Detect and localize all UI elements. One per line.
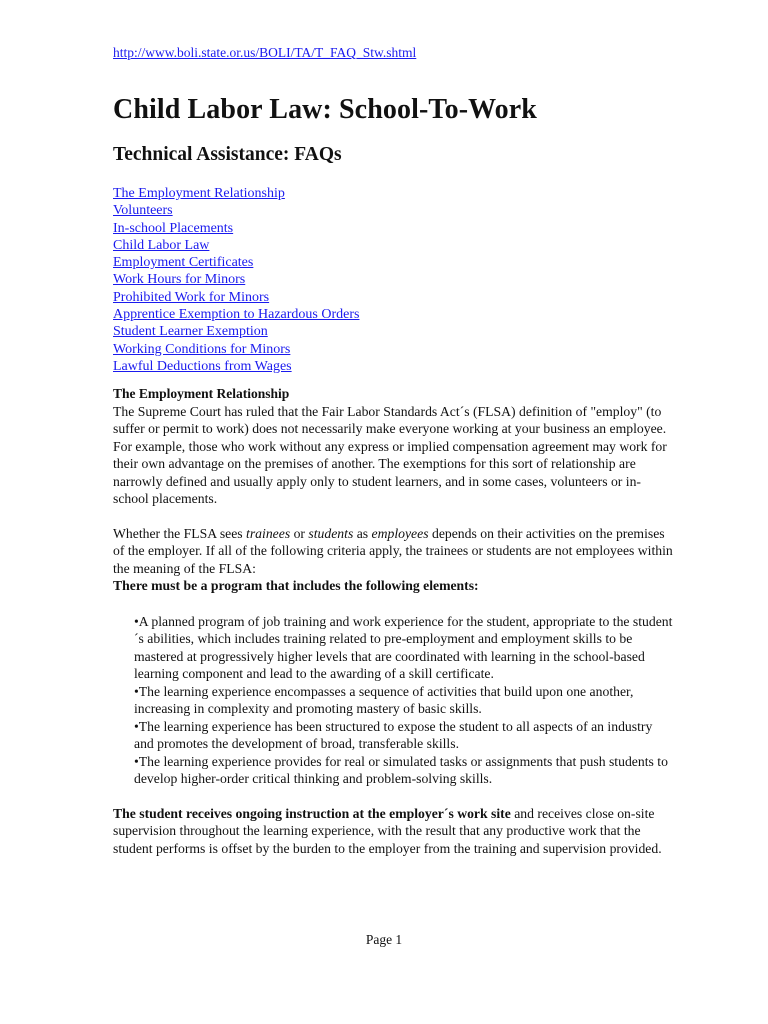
list-item-text: A planned program of job training and work experience for the student, appropriate to the student´s abilities, which includes training related to pre-employment and employment skills to be mastered at progressively higher levels that are coordinated with learning in the school-based learning component and lead to the awarding of a skill certificate. [134,613,673,682]
toc-item [113,306,673,323]
paragraph-flsa-criteria [113,525,673,578]
toc-item [113,254,673,271]
list-item [134,753,673,788]
toc-item [113,341,673,358]
section-heading: The Employment Relationship [113,386,290,402]
bullet-icon: • [134,613,139,629]
list-item-text: The learning experience provides for real or simulated tasks or assignments that push students to develop higher-order critical thinking and problem-solving skills. [134,753,668,787]
paragraph-employment-definition: The Supreme Court has ruled that the Fair Labor Standards Act´s (FLSA) definition of "employ" (to suffer or permit to work) does not necessarily make everyone working at your business an employee. For example, those who work without any express or implied compensation agreement may work for their own advantage on the premises of another. The exemptions for this sort of relationship are narrowly defined and usually apply only to student learners, and in some cases, volunteers or in-school placements. [113,403,667,507]
emphasis-students: students [308,525,354,541]
toc-link-student-learner-exemption[interactable]: Student Learner Exemption [113,324,268,340]
toc-link-employment-relationship[interactable]: The Employment Relationship [113,186,285,201]
list-item [134,613,673,683]
bullet-icon: • [134,683,139,699]
document-page [113,44,673,857]
toc-link-child-labor-law[interactable]: Child Labor Law [113,237,210,253]
emphasis-employees: employees [371,525,429,541]
text-run: and receives close on-site supervision throughout the learning experience, with the result that any productive work that the student performs is offset by the burden to the employer from the training and supervision provided. [113,805,662,856]
table-of-contents [113,185,673,375]
paragraph-ongoing-instruction [113,805,673,858]
toc-link-work-hours[interactable]: Work Hours for Minors [113,272,246,288]
text-run: Whether the FLSA sees [113,525,247,541]
bold-lead-in: The student receives ongoing instruction at the employer´s work site [113,805,511,821]
bullet-icon: • [134,718,139,734]
toc-item [113,323,673,340]
toc-item [113,358,673,375]
program-requirement-heading: There must be a program that includes the following elements: [113,578,479,594]
page-title: Child Labor Law: School-To-Work [113,94,537,125]
text-run: as [353,525,372,541]
toc-item [113,202,673,219]
emphasis-trainees: trainees [246,525,291,541]
toc-item [113,289,673,306]
toc-link-employment-certificates[interactable]: Employment Certificates [113,255,254,271]
page-subtitle: Technical Assistance: FAQs [113,144,342,165]
toc-link-apprentice-exemption[interactable]: Apprentice Exemption to Hazardous Orders [113,307,360,323]
source-url-link[interactable]: http://www.boli.state.or.us/BOLI/TA/T_FAQ_Stw.shtml [113,45,417,60]
toc-link-working-conditions[interactable]: Working Conditions for Minors [113,341,291,357]
list-item-text: The learning experience has been structured to expose the student to all aspects of an industry and promotes the development of broad, transferable skills. [134,718,653,752]
toc-link-in-school-placements[interactable]: In-school Placements [113,220,234,236]
text-run: or [290,525,309,541]
toc-link-prohibited-work[interactable]: Prohibited Work for Minors [113,289,270,305]
page-number: Page 1 [365,932,403,947]
list-item [134,683,673,718]
bullet-icon: • [134,753,139,769]
list-item [134,718,673,753]
toc-item [113,271,673,288]
toc-link-volunteers[interactable]: Volunteers [113,203,173,219]
list-item-text: The learning experience encompasses a sequence of activities that build upon one another, increasing in complexity and promoting mastery of basic skills. [134,683,634,717]
program-elements-list [113,613,673,788]
toc-item [113,237,673,254]
text-run: depends on their activities on the premises of the employer. If all of the following criteria apply, the trainees or students are not employees within the meaning of the FLSA: [113,525,673,576]
toc-item [113,185,673,202]
toc-link-lawful-deductions[interactable]: Lawful Deductions from Wages [113,358,292,374]
toc-item [113,220,673,237]
